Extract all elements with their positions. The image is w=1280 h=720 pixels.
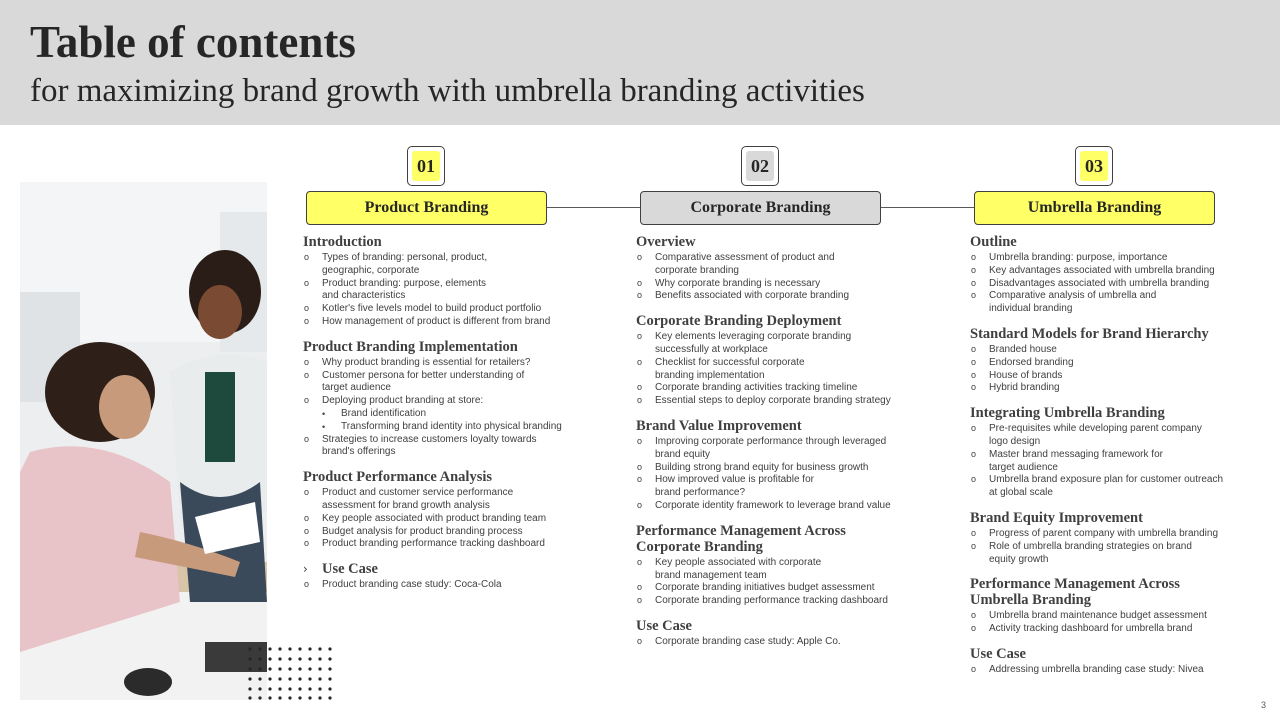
list-item: o Corporate branding case study: Apple Co. bbox=[636, 636, 891, 649]
list-item: o Building strong brand equity for business growth bbox=[636, 462, 891, 475]
list-item: o Budget analysis for product branding process bbox=[303, 526, 562, 539]
list-item: o Disadvantages associated with umbrella branding bbox=[970, 278, 1223, 291]
section-title bbox=[303, 561, 562, 577]
list-item-continuation: branding implementation bbox=[655, 369, 765, 381]
list-item: o Master brand messaging framework for bbox=[970, 449, 1223, 462]
list-item: o Product and customer service performance bbox=[303, 487, 562, 500]
list-item: o Corporate branding initiatives budget assessment bbox=[636, 582, 891, 595]
list-item-continuation: corporate branding bbox=[655, 264, 739, 276]
list-item-continuation: target audience bbox=[989, 461, 1058, 473]
sub-list-item: • Brand identification bbox=[303, 408, 562, 421]
page-number: 3 bbox=[1260, 700, 1266, 710]
list-item: o Kotler's five levels model to build product portfolio bbox=[303, 303, 562, 316]
list-item: o Activity tracking dashboard for umbrella brand bbox=[970, 623, 1223, 636]
list-item: o How management of product is different from brand bbox=[303, 316, 562, 329]
section-number-01: 01 bbox=[407, 146, 445, 186]
list-item: o Branded house bbox=[970, 344, 1223, 357]
header-product-branding[interactable]: Product Branding bbox=[306, 191, 547, 225]
section-title: Outline bbox=[970, 234, 1017, 250]
section-number-03: 03 bbox=[1075, 146, 1113, 186]
list-item: o Why corporate branding is necessary bbox=[636, 278, 891, 291]
list-item-continuation: individual branding bbox=[989, 303, 1073, 315]
item-list bbox=[970, 610, 1223, 636]
decorative-dot-grid bbox=[246, 645, 338, 701]
column-product-branding bbox=[303, 234, 562, 592]
list-item: o Why product branding is essential for retailers? bbox=[303, 357, 562, 370]
list-item-continuation: assessment for brand growth analysis bbox=[322, 499, 490, 511]
list-item-continuation: target audience bbox=[322, 382, 391, 394]
list-item: o Key elements leveraging corporate branding bbox=[636, 331, 891, 344]
section-title bbox=[970, 576, 1223, 608]
list-item: o Strategies to increase customers loyalty towards bbox=[303, 434, 562, 447]
list-item: o Key people associated with corporate bbox=[636, 557, 891, 570]
list-item: o Corporate branding activities tracking timeline bbox=[636, 382, 891, 395]
section-title: Brand Equity Improvement bbox=[970, 509, 1143, 526]
list-item: o Umbrella brand exposure plan for customer outreach bbox=[970, 474, 1223, 487]
section-title-line: Performance Management Across bbox=[970, 576, 1180, 593]
section-title: Use Case bbox=[636, 617, 692, 634]
list-item: o Comparative assessment of product and bbox=[636, 252, 891, 265]
item-list bbox=[303, 252, 562, 329]
section-title: Product Performance Analysis bbox=[303, 469, 493, 486]
list-item-continuation: brand performance? bbox=[655, 487, 746, 499]
sub-list-item: • Transforming brand identity into physical branding bbox=[303, 421, 562, 434]
list-item-continuation: brand equity bbox=[655, 448, 711, 460]
section-number-02: 02 bbox=[741, 146, 779, 186]
list-item: o Role of umbrella branding strategies on brand bbox=[970, 541, 1223, 554]
list-item: o Progress of parent company with umbrella branding bbox=[970, 528, 1223, 541]
item-list bbox=[970, 528, 1223, 566]
column-corporate-branding bbox=[636, 234, 891, 649]
list-item: o Checklist for successful corporate bbox=[636, 357, 891, 370]
item-list bbox=[303, 487, 562, 551]
list-item: o Product branding: purpose, elements bbox=[303, 278, 562, 291]
list-item: o Key advantages associated with umbrella branding bbox=[970, 265, 1223, 278]
section-title: Use Case bbox=[970, 645, 1026, 662]
list-item: o Hybrid branding bbox=[970, 382, 1223, 395]
section-title: Introduction bbox=[303, 234, 382, 250]
list-item-continuation: brand's offerings bbox=[322, 446, 396, 458]
title-banner bbox=[0, 0, 1280, 125]
list-item: o Improving corporate performance through leveraged bbox=[636, 436, 891, 449]
list-item: o Umbrella branding: purpose, importance bbox=[970, 252, 1223, 265]
item-list bbox=[636, 436, 891, 513]
section-title: Standard Models for Brand Hierarchy bbox=[970, 325, 1209, 342]
list-item: o Umbrella brand maintenance budget assessment bbox=[970, 610, 1223, 623]
list-item: o Product branding performance tracking dashboard bbox=[303, 538, 562, 551]
list-item: o Customer persona for better understanding of bbox=[303, 370, 562, 383]
list-item-continuation: at global scale bbox=[989, 487, 1053, 499]
section-title: Product Branding Implementation bbox=[303, 338, 518, 355]
item-list bbox=[970, 344, 1223, 395]
list-item: o House of brands bbox=[970, 370, 1223, 383]
column-umbrella-branding bbox=[970, 234, 1223, 677]
list-item: o Pre-requisites while developing parent company bbox=[970, 423, 1223, 436]
list-item-continuation: brand management team bbox=[655, 569, 767, 581]
list-item: o Comparative analysis of umbrella and bbox=[970, 290, 1223, 303]
list-item: o Product branding case study: Coca-Cola bbox=[303, 579, 562, 592]
list-item: o Key people associated with product branding team bbox=[303, 513, 562, 526]
item-list bbox=[970, 664, 1223, 677]
section-title-line: Corporate Branding bbox=[636, 538, 763, 555]
office-meeting-photo bbox=[20, 182, 267, 700]
chevron-right-icon: › bbox=[303, 562, 308, 577]
item-list bbox=[636, 636, 891, 649]
photo-illustration bbox=[20, 182, 267, 700]
section-title-text: Use Case bbox=[322, 561, 378, 578]
list-item-continuation: and characteristics bbox=[322, 290, 406, 302]
section-title: Corporate Branding Deployment bbox=[636, 313, 842, 330]
item-list bbox=[303, 579, 562, 592]
item-list bbox=[636, 331, 891, 408]
section-title-line: Umbrella Branding bbox=[970, 592, 1091, 609]
list-item-continuation: successfully at workplace bbox=[655, 343, 768, 355]
section-title-line: Performance Management Across bbox=[636, 522, 846, 539]
item-list bbox=[970, 423, 1223, 500]
item-list bbox=[636, 557, 891, 608]
item-list bbox=[303, 357, 562, 459]
header-corporate-branding[interactable]: Corporate Branding bbox=[640, 191, 881, 225]
list-item: o Corporate identity framework to leverage brand value bbox=[636, 500, 891, 513]
section-title: Integrating Umbrella Branding bbox=[970, 405, 1165, 422]
list-item: o Addressing umbrella branding case study: Nivea bbox=[970, 664, 1223, 677]
section-title: Brand Value Improvement bbox=[636, 417, 802, 434]
section-title bbox=[636, 523, 891, 555]
header-umbrella-branding[interactable]: Umbrella Branding bbox=[974, 191, 1215, 225]
list-item: o Types of branding: personal, product, bbox=[303, 252, 562, 265]
section-title: Overview bbox=[636, 234, 696, 250]
list-item: o How improved value is profitable for bbox=[636, 474, 891, 487]
item-list bbox=[970, 252, 1223, 316]
list-item: o Benefits associated with corporate branding bbox=[636, 290, 891, 303]
list-item: o Endorsed branding bbox=[970, 357, 1223, 370]
list-item: o Deploying product branding at store: bbox=[303, 395, 562, 408]
list-item: o Essential steps to deploy corporate branding strategy bbox=[636, 395, 891, 408]
list-item-continuation: equity growth bbox=[989, 553, 1049, 565]
list-item-continuation: logo design bbox=[989, 435, 1041, 447]
list-item: o Corporate branding performance tracking dashboard bbox=[636, 595, 891, 608]
page-title: Table of contents bbox=[30, 17, 356, 67]
connector-line bbox=[880, 207, 974, 208]
connector-line bbox=[546, 207, 640, 208]
page-subtitle: for maximizing brand growth with umbrella branding activities bbox=[30, 73, 865, 109]
item-list bbox=[636, 252, 891, 303]
list-item-continuation: geographic, corporate bbox=[322, 264, 420, 276]
